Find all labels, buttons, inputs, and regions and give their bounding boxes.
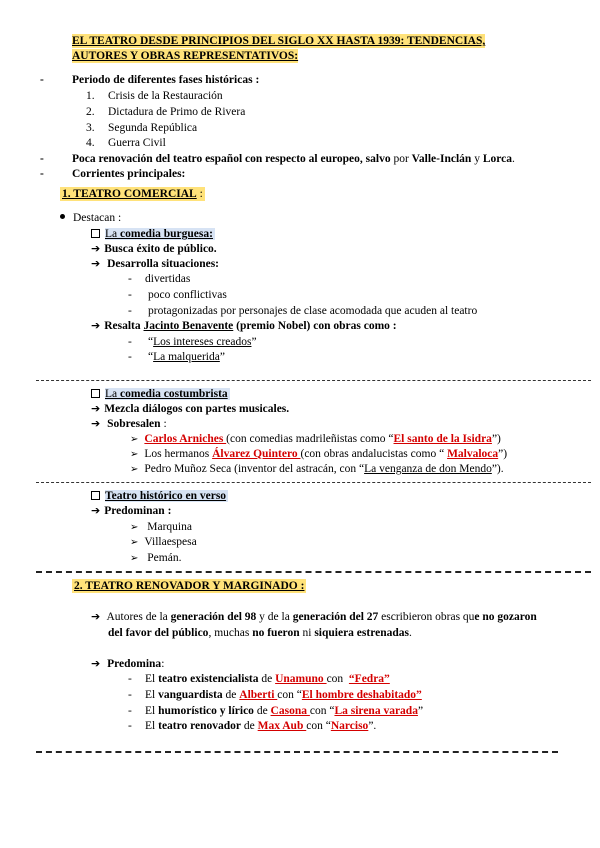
situacion-item: divertidas [145, 273, 191, 285]
renovacion-line: Poca renovación del teatro español con respecto al europeo, salvo por Valle-Inclán y Lorca. [72, 153, 515, 165]
triangle-arrow-icon: ➢ [130, 553, 139, 564]
divider [36, 380, 591, 381]
triangle-arrow-icon: ➢ [130, 464, 139, 475]
periods-label: Periodo de diferentes fases históricas : [72, 74, 260, 86]
predomina-item: El vanguardista de Alberti con “El hombre deshabitado” [145, 689, 422, 701]
historico-author: ➢ Villaespesa [130, 536, 197, 548]
page-title-line2: AUTORES Y OBRAS REPRESENTATIVOS: [72, 50, 299, 62]
periods-bullet: - [40, 74, 44, 86]
dash-bullet: - [128, 673, 132, 685]
arrow-right-icon: ➔ [91, 504, 101, 517]
dash-bullet: - [128, 351, 132, 363]
destacan-line: Destacan : [60, 211, 121, 225]
predomina-item: El teatro renovador de Max Aub con “Narciso”. [145, 720, 377, 732]
situacion-item: poco conflictivas [148, 289, 227, 301]
dash-bullet: - [128, 336, 132, 348]
historico-author: ➢ Marquina [130, 521, 192, 533]
period-item: Crisis de la Restauración [108, 90, 223, 102]
period-item: Guerra Civil [108, 137, 166, 149]
dash-bullet: - [128, 305, 132, 317]
resalta-line: ➔ Resalta Jacinto Benavente (premio Nobel) con obras como : [91, 319, 397, 332]
predomina-item: El teatro existencialista de Unamuno con “Fedra” [145, 673, 390, 685]
costumbrista-sobresalen: ➔ Sobresalen : [91, 417, 167, 430]
checkbox-square-icon [91, 229, 100, 238]
arrow-right-icon: ➔ [91, 657, 101, 670]
dash-bullet: - [128, 689, 132, 701]
historico-heading: Teatro histórico en verso [91, 489, 228, 503]
dash-bullet: - [128, 720, 132, 732]
bullet-dot [60, 214, 65, 219]
arrow-right-icon: ➔ [91, 417, 101, 430]
work-item: “La malquerida” [148, 351, 225, 363]
autores-line2: del favor del público, muchas no fueron ni siquiera estrenadas. [108, 627, 412, 639]
dash-bullet: - [128, 705, 132, 717]
period-num: 1. [86, 90, 95, 102]
arrow-right-icon: ➔ [91, 610, 101, 623]
arrow-right-icon: ➔ [91, 242, 101, 255]
checkbox-square-icon [91, 389, 100, 398]
corrientes-bullet: - [40, 168, 44, 180]
burguesa-heading: La comedia burguesa: [91, 227, 215, 241]
triangle-arrow-icon: ➢ [130, 449, 139, 460]
section2-heading: 2. TEATRO RENOVADOR Y MARGINADO : [74, 580, 305, 592]
dash-bullet: - [128, 289, 132, 301]
period-num: 3. [86, 122, 95, 134]
period-item: Dictadura de Primo de Rivera [108, 106, 246, 118]
divider [36, 482, 591, 483]
situacion-item: protagonizadas por personajes de clase acomodada que acuden al teatro [148, 305, 478, 317]
arrow-right-icon: ➔ [91, 257, 101, 270]
author-line: ➢ Carlos Arniches (con comedias madrileñistas como “El santo de la Isidra”) [130, 433, 501, 445]
page-title-line1: EL TEATRO DESDE PRINCIPIOS DEL SIGLO XX HASTA 1939: TENDENCIAS, [72, 35, 486, 47]
burguesa-situaciones: ➔ Desarrolla situaciones: [91, 257, 219, 270]
period-num: 2. [86, 106, 95, 118]
costumbrista-heading: La comedia costumbrista [91, 387, 230, 401]
autores-line1: ➔ Autores de la generación del 98 y de la generación del 27 escribieron obras que no gozaron [91, 610, 537, 623]
triangle-arrow-icon: ➢ [130, 434, 139, 445]
predomina-line: ➔ Predomina: [91, 657, 165, 670]
period-item: Segunda República [108, 122, 198, 134]
divider-thick [36, 571, 591, 573]
burguesa-exito: ➔ Busca éxito de público. [91, 242, 217, 255]
costumbrista-mezcla: ➔ Mezcla diálogos con partes musicales. [91, 402, 290, 415]
author-line: ➢ Los hermanos Álvarez Quintero (con obras andalucistas como “ Malvaloca”) [130, 448, 508, 460]
work-item: “Los intereses creados” [148, 336, 257, 348]
dash-bullet: - [128, 273, 132, 285]
section1-heading: 1. TEATRO COMERCIAL : [62, 188, 203, 200]
corrientes-label: Corrientes principales: [72, 168, 186, 180]
period-num: 4. [86, 137, 95, 149]
arrow-right-icon: ➔ [91, 319, 101, 332]
triangle-arrow-icon: ➢ [130, 537, 139, 548]
arrow-right-icon: ➔ [91, 402, 101, 415]
renovacion-bullet: - [40, 153, 44, 165]
author-line: ➢ Pedro Muñoz Seca (inventor del astracán, con “La venganza de don Mendo”). [130, 463, 504, 475]
checkbox-square-icon [91, 491, 100, 500]
historico-author: ➢ Pemán. [130, 552, 182, 564]
historico-predominan: ➔ Predominan : [91, 504, 172, 517]
triangle-arrow-icon: ➢ [130, 522, 139, 533]
divider-thick [36, 751, 558, 753]
predomina-item: El humorístico y lírico de Casona con “La sirena varada” [145, 705, 424, 717]
